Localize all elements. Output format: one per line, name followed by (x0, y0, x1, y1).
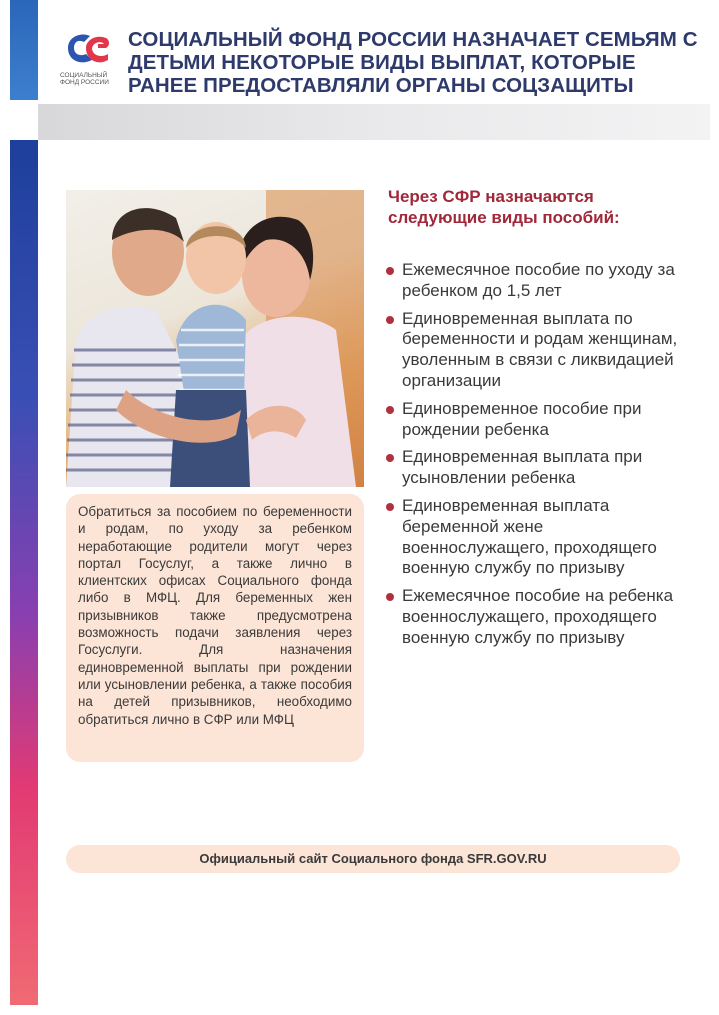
list-item-text: Единовременное пособие при рождении ребенка (402, 398, 642, 439)
bullet-icon (386, 406, 394, 414)
left-accent-bar-top (10, 0, 38, 100)
list-item-text: Единовременная выплата по беременности и родам женщинам, уволенным в связи с ликвидацией организации (402, 308, 678, 390)
list-item (384, 586, 689, 648)
benefits-list (384, 260, 689, 656)
bullet-icon (386, 593, 394, 601)
info-text: Обратиться за пособием по беременности и родам, по уходу за ребенком неработающие родители могут через портал Госуслуг, а также лично в клиентских офисах Социального фонда либо в МФЦ. Для беременных жен призывников также предусмотрена возможность подачи заявления через Госуслуги. Для назначения единовременной выплаты при рождении или усыновлении ребенка, а также пособия на детей призывников, необходимо обратиться лично в СФР или МФЦ (78, 504, 352, 727)
bullet-icon (386, 316, 394, 324)
header-divider-strip (38, 104, 710, 140)
list-item (384, 309, 689, 392)
list-item-text: Ежемесячное пособие на ребенка военнослужащего, проходящего военную службу по призыву (402, 586, 674, 647)
left-accent-bar (10, 140, 38, 1005)
bullet-icon (386, 454, 394, 462)
family-photo (66, 190, 364, 487)
benefits-heading: Через СФР назначаются следующие виды пособий: (388, 187, 620, 227)
sfr-logo (62, 26, 114, 98)
list-item-text: Единовременная выплата беременной жене военнослужащего, проходящего военную службу по призыву (402, 495, 657, 578)
bullet-icon (386, 267, 394, 275)
logo-caption: СОЦИАЛЬНЫЙ ФОНД РОССИИ (60, 72, 109, 86)
bullet-icon (386, 503, 394, 511)
footer-website-banner: Официальный сайт Социального фонда SFR.GOV.RU (66, 845, 680, 873)
list-item (384, 260, 689, 302)
list-item-text: Ежемесячное пособие по уходу за ребенком до 1,5 лет (402, 260, 675, 300)
list-item (384, 496, 689, 579)
page-title: СОЦИАЛЬНЫЙ ФОНД РОССИИ НАЗНАЧАЕТ СЕМЬЯМ С ДЕТЬМИ НЕКОТОРЫЕ ВИДЫ ВЫПЛАТ, КОТОРЫЕ РАНЕЕ ПРЕДОСТАВЛЯЛИ ОРГАНЫ СОЦЗАЩИТЫ (128, 28, 698, 97)
list-item-text: Единовременная выплата при усыновлении ребенка (402, 447, 643, 488)
list-item (384, 399, 689, 441)
list-item (384, 447, 689, 489)
